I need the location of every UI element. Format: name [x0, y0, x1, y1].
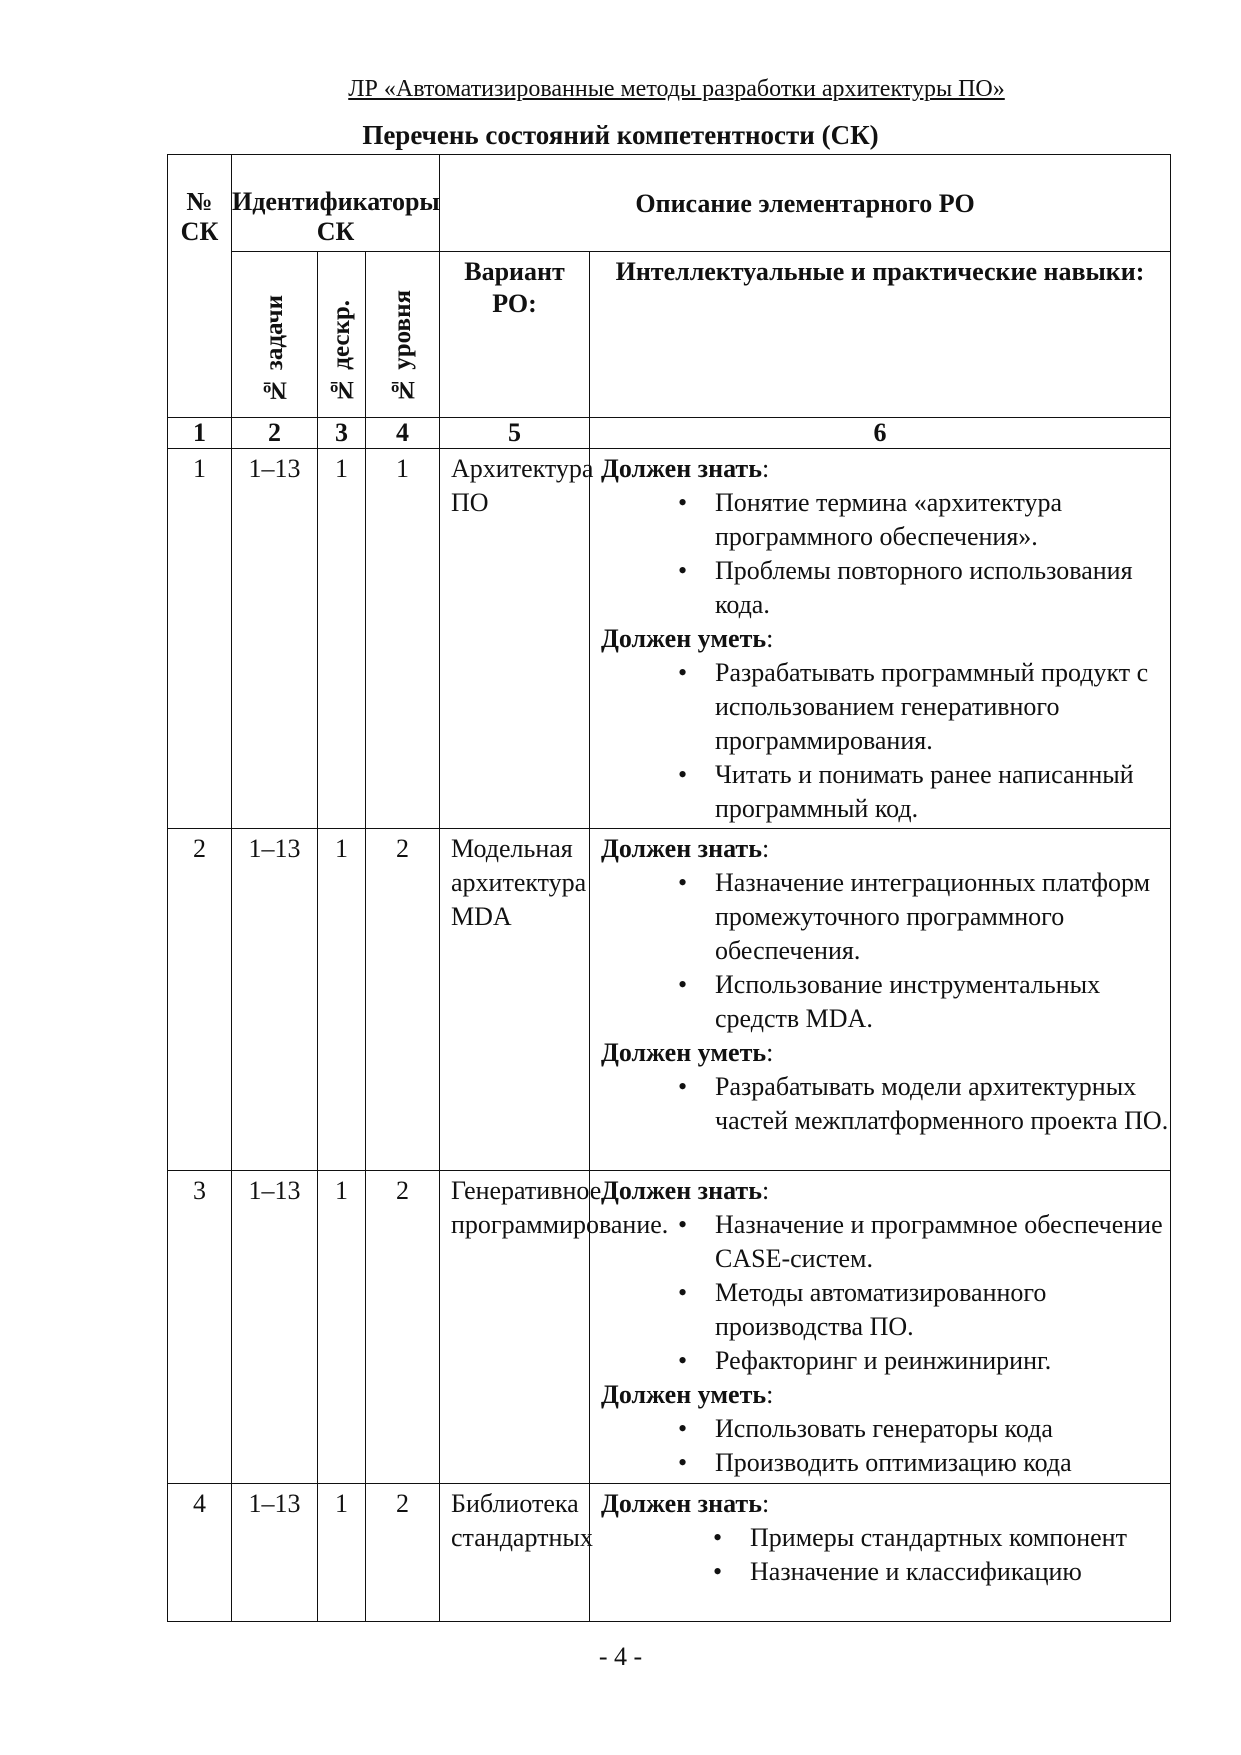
list-item: • Использовать генераторы кода — [601, 1412, 1170, 1446]
cell-level: 2 — [366, 1484, 440, 1622]
cell-sk: 1 — [168, 449, 232, 829]
header-num-sk: № СК — [168, 155, 232, 418]
cell-descr: 1 — [318, 829, 366, 1171]
cell-sk: 4 — [168, 1484, 232, 1622]
column-number: 1 — [168, 418, 232, 449]
header-identifiers: Идентификаторы СК — [232, 155, 440, 252]
able-label: Должен уметь — [601, 1038, 767, 1067]
table-row — [168, 1171, 1171, 1484]
column-number-row — [168, 418, 1171, 449]
cell-variant: Архитектура ПО — [440, 449, 590, 829]
running-title: ЛР «Автоматизированные методы разработки архитектуры ПО» — [348, 76, 1005, 102]
header-row-2 — [168, 252, 1171, 418]
cell-sk: 2 — [168, 829, 232, 1171]
cell-sk: 3 — [168, 1171, 232, 1484]
know-label: Должен знать — [601, 1489, 762, 1518]
cell-variant: Генеративное программирование. — [440, 1171, 590, 1484]
table-row — [168, 1484, 1171, 1622]
cell-descr: 1 — [318, 1484, 366, 1622]
list-item: • Читать и понимать ранее написанный программный код. — [601, 758, 1170, 826]
cell-tasks: 1–13 — [232, 1171, 318, 1484]
cell-variant: Библиотека стандартных — [440, 1484, 590, 1622]
header-row-1 — [168, 155, 1171, 252]
cell-level: 2 — [366, 829, 440, 1171]
list-item: • Разрабатывать модели архитектурных частей межплатформенного проекта ПО. — [601, 1070, 1170, 1138]
header-skills: Интеллектуальные и практические навыки: — [590, 252, 1171, 418]
table-row — [168, 829, 1171, 1171]
running-header — [0, 76, 1241, 103]
page-number: - 4 - — [598, 1642, 643, 1671]
know-label: Должен знать — [601, 1176, 762, 1205]
list-item: • Использование инструментальных средств MDA. — [601, 968, 1170, 1036]
list-item: • Методы автоматизированного производства ПО. — [601, 1276, 1170, 1344]
cell-level: 1 — [366, 449, 440, 829]
list-item: • Назначение и классификацию — [601, 1555, 1170, 1589]
header-level-no: № уровня — [366, 252, 440, 418]
table-title: Перечень состояний компетентности (СК) — [362, 120, 879, 150]
cell-skills: Должен знать: • Назначение и программное обеспечение CASE-систем. • Методы автоматизированного производства ПО. • Рефакторинг и реинжиниринг. Должен уметь: • Использовать генераторы кода • Производить оптимизацию кода — [590, 1171, 1171, 1484]
know-label: Должен знать — [601, 454, 762, 483]
column-number: 6 — [590, 418, 1171, 449]
able-label: Должен уметь — [601, 1380, 767, 1409]
header-variant: Вариант РО: — [440, 252, 590, 418]
column-number: 5 — [440, 418, 590, 449]
cell-tasks: 1–13 — [232, 1484, 318, 1622]
cell-descr: 1 — [318, 1171, 366, 1484]
know-label: Должен знать — [601, 834, 762, 863]
cell-variant: Модельная архитектура MDA — [440, 829, 590, 1171]
cell-tasks: 1–13 — [232, 829, 318, 1171]
list-item: • Назначение интеграционных платформ промежуточного программного обеспечения. — [601, 866, 1170, 968]
header-descr-no: № дескр. — [318, 252, 366, 418]
list-item: • Примеры стандартных компонент — [601, 1521, 1170, 1555]
cell-skills: Должен знать: • Понятие термина «архитектура программного обеспечения». • Проблемы повторного использования кода. Должен уметь: • Разрабатывать программный продукт с использованием генеративного программирования. • Читать и понимать ранее написанный программный код. — [590, 449, 1171, 829]
cell-skills: Должен знать: • Примеры стандартных компонент • Назначение и классификацию — [590, 1484, 1171, 1622]
column-number: 2 — [232, 418, 318, 449]
cell-descr: 1 — [318, 449, 366, 829]
list-item: • Производить оптимизацию кода — [601, 1446, 1170, 1480]
list-item: • Понятие термина «архитектура программного обеспечения». — [601, 486, 1170, 554]
cell-skills: Должен знать: • Назначение интеграционных платформ промежуточного программного обеспечения. • Использование инструментальных средств MDA. Должен уметь: • Разрабатывать модели архитектурных частей межплатформенного проекта ПО. — [590, 829, 1171, 1171]
header-task-no: № задачи — [232, 252, 318, 418]
list-item: • Проблемы повторного использования кода. — [601, 554, 1170, 622]
cell-tasks: 1–13 — [232, 449, 318, 829]
column-number: 3 — [318, 418, 366, 449]
cell-level: 2 — [366, 1171, 440, 1484]
list-item: • Назначение и программное обеспечение CASE-систем. — [601, 1208, 1170, 1276]
column-number: 4 — [366, 418, 440, 449]
able-label: Должен уметь — [601, 624, 767, 653]
list-item: • Разрабатывать программный продукт с использованием генеративного программирования. — [601, 656, 1170, 758]
competence-table — [167, 154, 1171, 1622]
table-row — [168, 449, 1171, 829]
list-item: • Рефакторинг и реинжиниринг. — [601, 1344, 1170, 1378]
header-description: Описание элементарного РО — [440, 155, 1171, 252]
